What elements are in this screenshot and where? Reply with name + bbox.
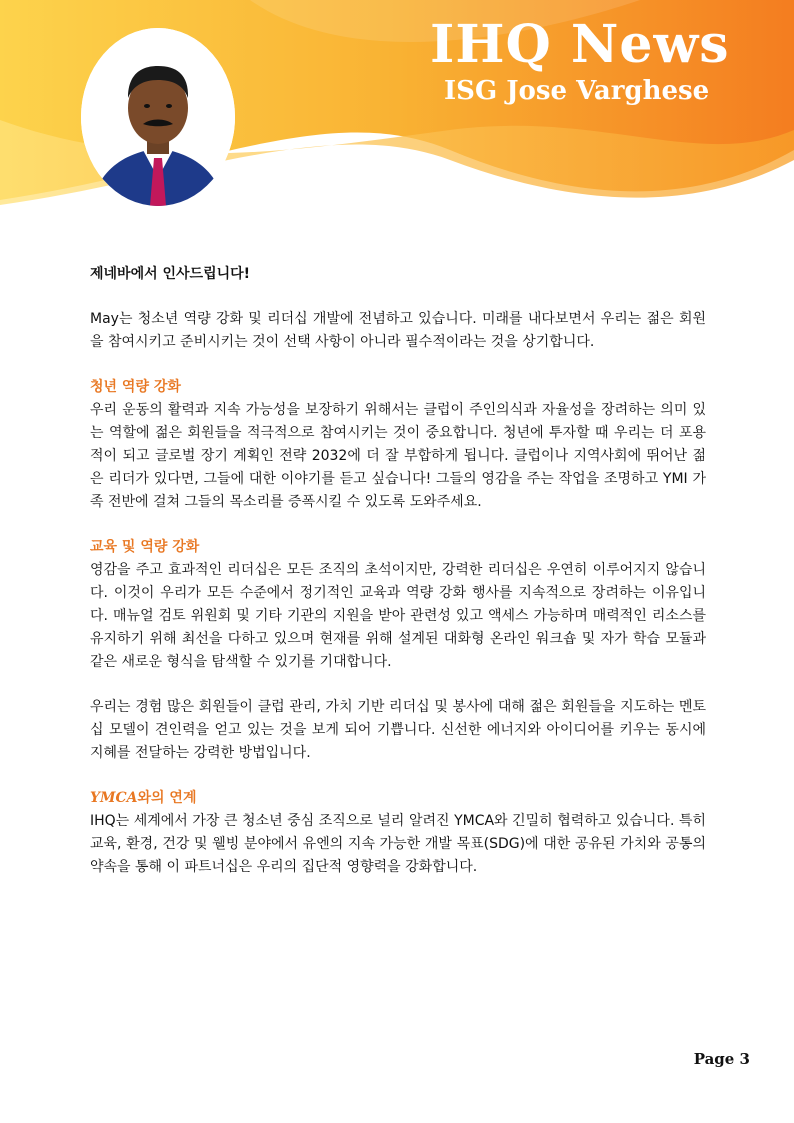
- article-body: [90, 263, 706, 901]
- intro-paragraph: May는 청소년 역량 강화 및 리더십 개발에 전념하고 있습니다. 미래를 내다보면서 우리는 젊은 회원을 참여시키고 준비시키는 것이 선택 사항이 아니라 필수적이라는 것을 상기합니다.: [90, 311, 706, 350]
- portrait-photo: [81, 28, 235, 206]
- section-heading-training: 교육 및 역량 강화: [90, 539, 200, 555]
- section-heading-ymca: [90, 787, 706, 810]
- page-number: Page 3: [693, 1050, 750, 1068]
- section-body-ymca: IHQ는 세계에서 가장 큰 청소년 중심 조직으로 널리 알려진 YMCA와 긴밀히 협력하고 있습니다. 특히 교육, 환경, 건강 및 웰빙 분야에서 유엔의 지속 가능한 개발 목표(SDG)에 대한 공유된 가치와 공통의 약속을 통해 이 파트너십은 우리의 집단적 영향력을 강화합니다.: [90, 813, 706, 875]
- masthead-title: IHQ News: [430, 14, 730, 75]
- masthead-subtitle: ISG Jose Varghese: [444, 76, 710, 106]
- section-heading-youth-empowerment: 청년 역량 강화: [90, 379, 181, 395]
- section-body-youth-empowerment: 우리 운동의 활력과 지속 가능성을 보장하기 위해서는 클럽이 주인의식과 자율성을 장려하는 의미 있는 역할에 젊은 회원들을 적극적으로 참여시키는 것이 중요합니다. 청년에 투자할 때 우리는 더 포용적이 되고 글로벌 장기 계획인 전략 2032에 더 잘 부합하게 됩니다. 클럽이나 지역사회에 뛰어난 젊은 리더가 있다면, 그들에 대한 이야기를 듣고 싶습니다! 그들의 영감을 주는 작업을 조명하고 YMI 가족 전반에 걸쳐 그들의 목소리를 증폭시킬 수 있도록 도와주세요.: [90, 402, 706, 510]
- ymca-emphasis: YMCA: [90, 790, 138, 806]
- section-body-mentorship: 우리는 경험 많은 회원들이 클럽 관리, 가치 기반 리더십 및 봉사에 대해 젊은 회원들을 지도하는 멘토십 모델이 견인력을 얻고 있는 것을 보게 되어 기쁩니다. 신선한 에너지와 아이디어를 키우는 동시에 지혜를 전달하는 강력한 방법입니다.: [90, 699, 706, 761]
- greeting: 제네바에서 인사드립니다!: [90, 266, 251, 282]
- section-body-training: 영감을 주고 효과적인 리더십은 모든 조직의 초석이지만, 강력한 리더십은 우연히 이루어지지 않습니다. 이것이 우리가 모든 수준에서 정기적인 교육과 역량 강화 행사를 지속적으로 장려하는 이유입니다. 매뉴얼 검토 위원회 및 기타 기관의 지원을 받아 관련성 있고 액세스 가능하며 매력적인 리소스를 유지하기 위해 최선을 다하고 있으며 현재를 위해 설계된 대화형 온라인 워크숍 및 자가 학습 모듈과 같은 새로운 형식을 탐색할 수 있기를 기대합니다.: [90, 562, 706, 670]
- ymca-heading-rest: 와의 연계: [137, 790, 197, 806]
